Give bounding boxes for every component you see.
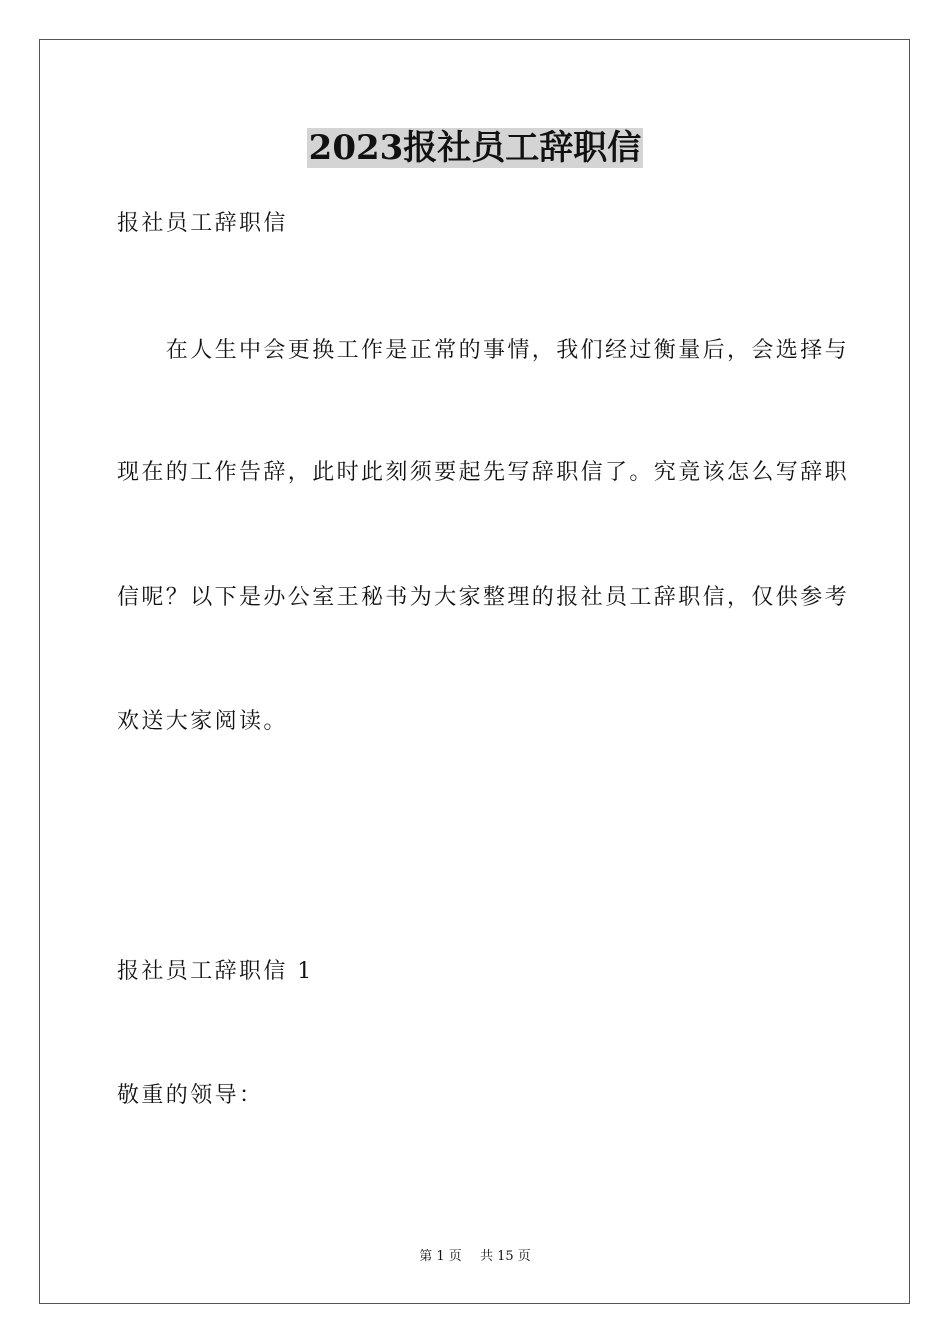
document-title-text: 2023报社员工辞职信 (308, 128, 642, 168)
page-footer (0, 1248, 950, 1266)
intro-line-2: 现在的工作告辞，此时此刻须要起先写辞职信了。究竟该怎么写辞职 (117, 460, 850, 485)
page-total-label: 共 15 页 (479, 1249, 531, 1264)
section-heading: 报社员工辞职信 1 (117, 959, 314, 984)
document-title (0, 127, 950, 169)
intro-line-4: 欢送大家阅读。 (117, 709, 288, 734)
page-number-label: 第 1 页 (419, 1249, 462, 1264)
intro-line-1: 在人生中会更换工作是正常的事情，我们经过衡量后，会选择与 (117, 338, 850, 363)
salutation: 敬重的领导： (117, 1083, 264, 1108)
document-subtitle: 报社员工辞职信 (117, 211, 288, 236)
intro-line-3: 信呢？以下是办公室王秘书为大家整理的报社员工辞职信，仅供参考 (117, 585, 850, 610)
